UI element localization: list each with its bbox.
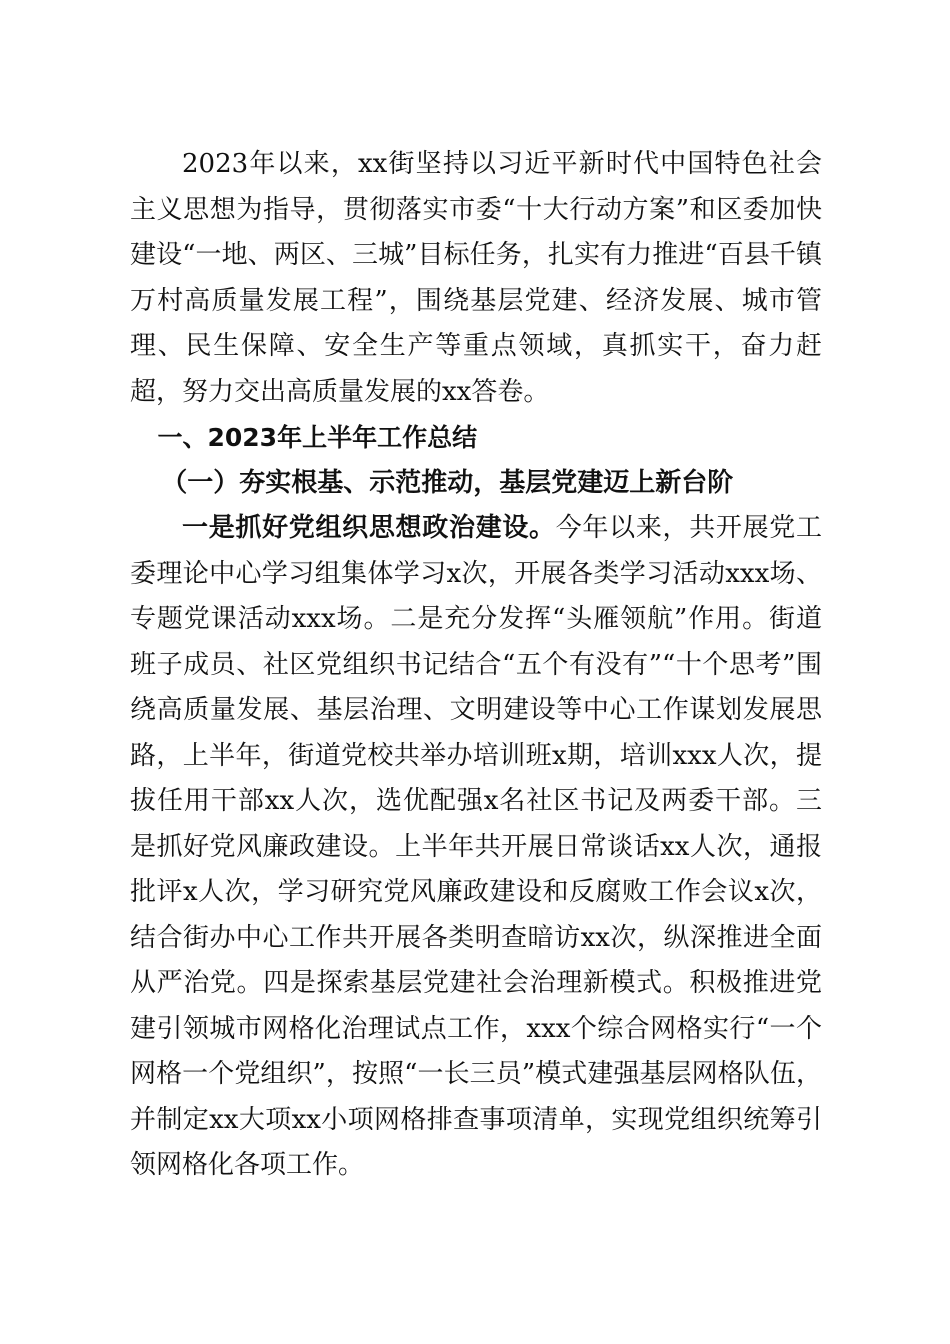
section-heading: 一、2023年上半年工作总结 [157,423,478,452]
body-paragraph-text: 今年以来，共开展党工委理论中心学习组集体学习x次，开展各类学习活动xxx场、专题党课活动xxx场。二是充分发挥“头雁领航”作用。街道班子成员、社区党组织书记结合“五个有没有”“十个思考”围绕高质量发展、基层治理、文明建设等中心工作谋划发展思路，上半年，街道党校共举办培训班x期，培训xxx人次，提拔任用干部xx人次，选优配强x名社区书记及两委干部。三是抓好党风廉政建设。上半年共开展日常谈话xx人次，通报批评x人次，学习研究党风廉政建设和反腐败工作会议x次，结合街办中心工作共开展各类明查暗访xx次，纵深推进全面从严治党。四是探索基层党建社会治理新模式。积极推进党建引领城市网格化治理试点工作，xxx个综合网格实行“一个网格一个党组织”，按照“一长三员”模式建强基层网格队伍，并制定xx大项xx小项网格排查事项清单，实现党组织统筹引领网格化各项工作。 [130,513,822,1180]
document-body [130,142,822,1189]
body-paragraph [130,506,822,1189]
intro-paragraph: 2023年以来，xx街坚持以习近平新时代中国特色社会主义思想为指导，贯彻落实市委“十大行动方案”和区委加快建设“一地、两区、三城”目标任务，扎实有力推进“百县千镇万村高质量发展工程”，围绕基层党建、经济发展、城市管理、民生保障、安全生产等重点领域，真抓实干，奋力赶超，努力交出高质量发展的xx答卷。 [130,149,822,407]
subsection-heading: （一）夯实根基、示范推动，基层党建迈上新台阶 [161,467,734,498]
body-paragraph-lead: 一是抓好党组织思想政治建设。 [182,513,556,543]
